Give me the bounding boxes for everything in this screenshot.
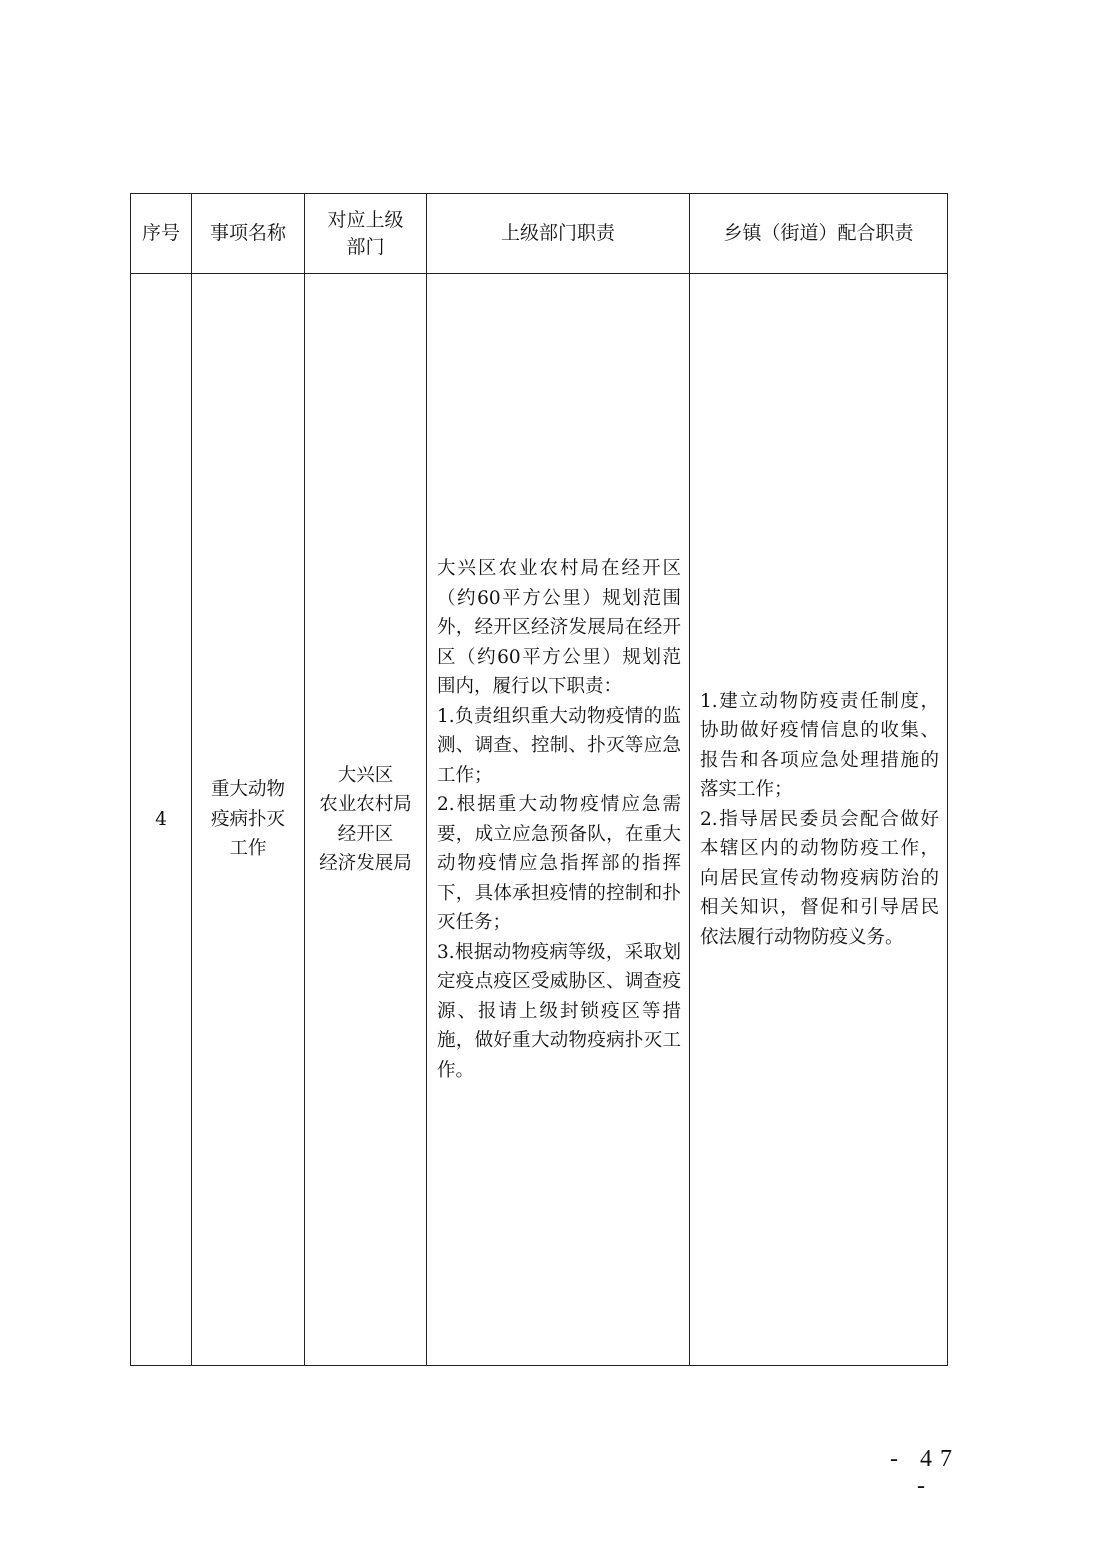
duty-paragraph: 2.根据重大动物疫情应急需要，成立应急预备队，在重大动物疫情应急指挥部的指挥下，具体承担疫情的控制和扑灭任务； <box>437 794 681 933</box>
cell-seq: 4 <box>131 274 192 1366</box>
department-line: 经开区 <box>337 823 394 845</box>
item-name-line: 工作 <box>229 838 267 860</box>
cell-township-duty <box>690 274 948 1366</box>
duty-paragraph: 1.负责组织重大动物疫情的监测、调查、控制、扑灭等应急工作； <box>437 705 681 786</box>
duty-paragraph: 2.指导居民委员会配合做好本辖区内的动物防疫工作，向居民宣传动物疫病防治的相关知识，督促和引导居民依法履行动物防疫义务。 <box>700 808 939 948</box>
duty-table <box>130 193 948 1366</box>
duty-paragraph: 1.建立动物防疫责任制度，协助做好疫情信息的收集、报告和各项应急处理措施的落实工作； <box>700 690 939 801</box>
duty-paragraph: 大兴区农业农村局在经开区（约60平方公里）规划范围外，经开区经济发展局在经开区（约60平方公里）规划范围内，履行以下职责： <box>437 558 681 697</box>
header-superior-duty: 上级部门职责 <box>427 194 690 274</box>
page-number: - 47 - <box>890 1446 960 1499</box>
header-seq: 序号 <box>131 194 192 274</box>
department-line: 大兴区 <box>337 764 394 786</box>
header-township-duty: 乡镇（街道）配合职责 <box>690 194 948 274</box>
header-superior-dept-line: 对应上级 <box>327 208 404 231</box>
cell-item-name <box>192 274 305 1366</box>
header-superior-dept <box>305 194 427 274</box>
cell-superior-duty <box>427 274 690 1366</box>
item-name-line: 疫病扑灭 <box>210 808 285 830</box>
table-row <box>131 274 948 1366</box>
header-item-name: 事项名称 <box>192 194 305 274</box>
duty-paragraph: 3.根据动物疫病等级，采取划定疫点疫区受威胁区、调查疫源、报请上级封锁疫区等措施，做好重大动物疫病扑灭工作。 <box>437 941 681 1081</box>
department-line: 农业农村局 <box>319 794 412 815</box>
header-row <box>131 194 948 274</box>
item-name-line: 重大动物 <box>210 779 285 801</box>
department-line: 经济发展局 <box>319 853 412 874</box>
header-superior-dept-line: 部门 <box>346 235 385 258</box>
cell-departments <box>305 274 427 1366</box>
